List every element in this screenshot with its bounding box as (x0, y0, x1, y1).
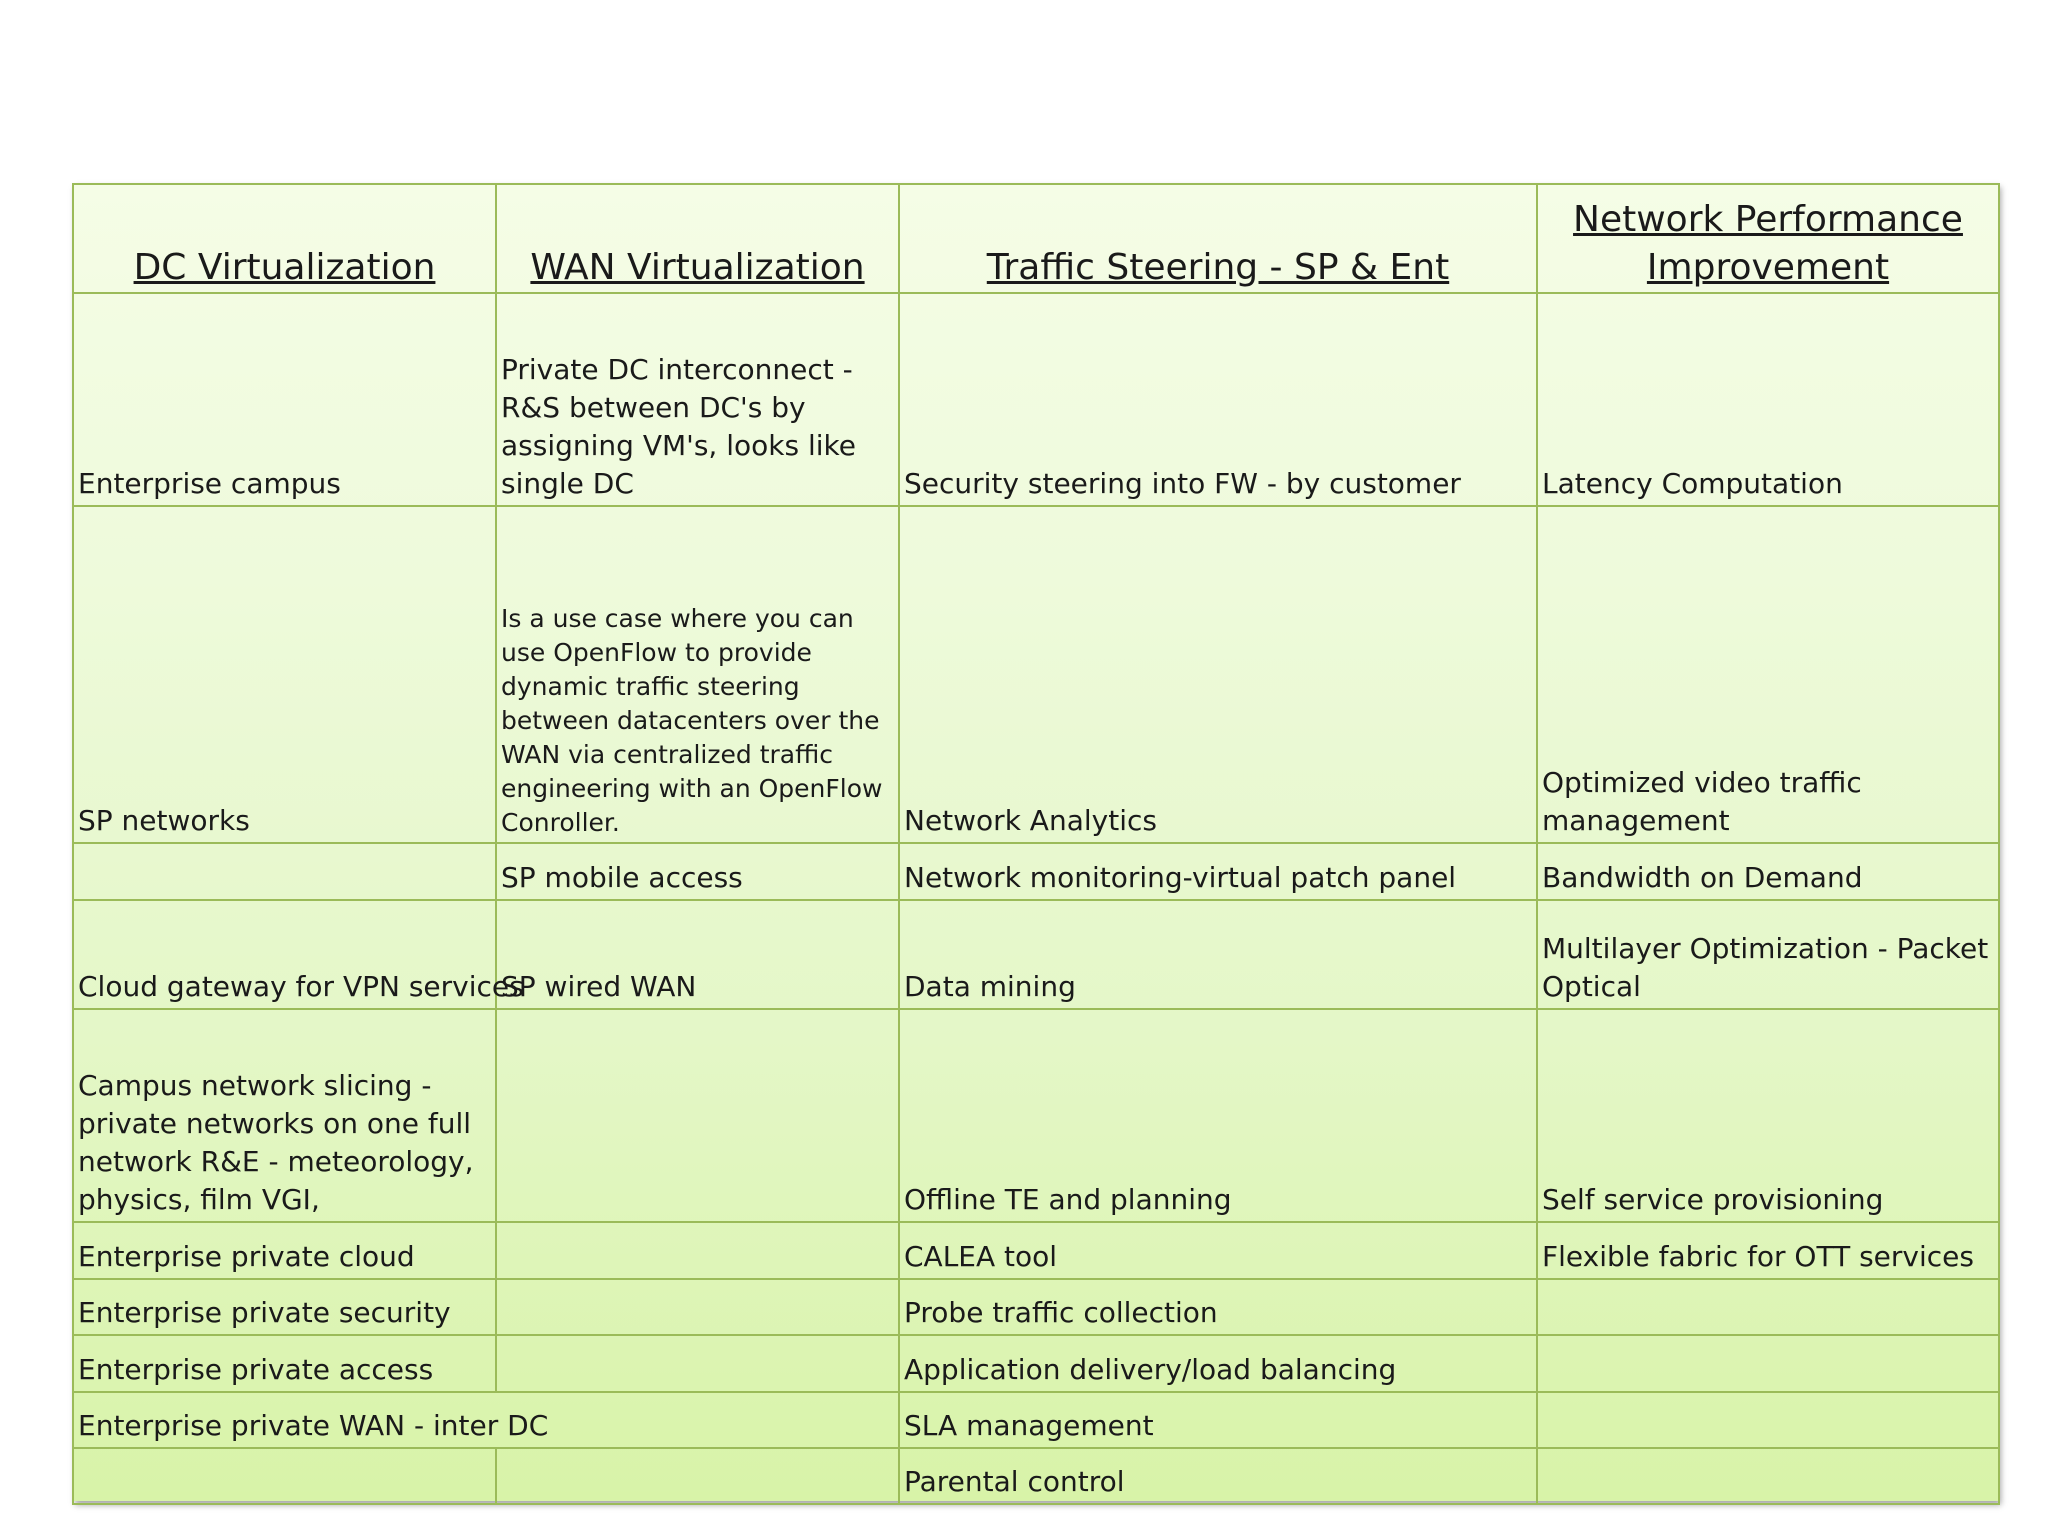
table-row (73, 843, 1999, 900)
table-row (73, 1392, 1999, 1448)
table-cell: Latency Computation (1537, 293, 1999, 506)
header-network-performance-line2: Improvement (1646, 247, 1890, 288)
table-cell: Optimized video traffic management (1537, 506, 1999, 843)
table-cell: Private DC interconnect - R&S between DC's by assigning VM's, looks like single DC (496, 293, 899, 506)
header-network-performance (1537, 184, 1999, 293)
table-cell: Flexible fabric for OTT services (1537, 1222, 1999, 1279)
use-case-table-container (72, 183, 1998, 1501)
table-cell (496, 1009, 899, 1222)
use-case-table (72, 183, 2000, 1505)
table-cell: SP networks (73, 506, 496, 843)
table-cell (496, 1222, 899, 1279)
table-cell: Network Analytics (899, 506, 1537, 843)
table-cell: Self service provisioning (1537, 1009, 1999, 1222)
table-cell: Probe traffic collection (899, 1279, 1537, 1335)
table-cell: Multilayer Optimization - Packet Optical (1537, 900, 1999, 1009)
table-cell: Enterprise private WAN - inter DC (73, 1392, 899, 1448)
header-dc-virtualization: DC Virtualization (73, 184, 496, 293)
header-row (73, 184, 1999, 293)
table-cell (496, 1335, 899, 1392)
table-cell: SP mobile access (496, 843, 899, 900)
table-cell (1537, 1392, 1999, 1448)
table-cell: Application delivery/load balancing (899, 1335, 1537, 1392)
table-row (73, 293, 1999, 506)
table-cell: Bandwidth on Demand (1537, 843, 1999, 900)
table-cell: Cloud gateway for VPN services (73, 900, 496, 1009)
header-network-performance-line1: Network Performance (1573, 199, 1963, 240)
header-traffic-steering: Traffic Steering - SP & Ent (899, 184, 1537, 293)
table-cell: Data mining (899, 900, 1537, 1009)
table-cell (496, 1279, 899, 1335)
table-cell (496, 1448, 899, 1504)
table-row (73, 1335, 1999, 1392)
table-cell: SP wired WAN (496, 900, 899, 1009)
table-cell: Offline TE and planning (899, 1009, 1537, 1222)
table-cell: Parental control (899, 1448, 1537, 1504)
table-cell (1537, 1279, 1999, 1335)
table-cell: Enterprise private security (73, 1279, 496, 1335)
table-cell: Security steering into FW - by customer (899, 293, 1537, 506)
table-cell: Campus network slicing - private networks on one full network R&E - meteorology, physics, film VGI, (73, 1009, 496, 1222)
table-row (73, 506, 1999, 843)
table-cell (1537, 1335, 1999, 1392)
table-cell: Is a use case where you can use OpenFlow to provide dynamic traffic steering between datacenters over the WAN via centralized traffic engineering with an OpenFlow Conroller. (496, 506, 899, 843)
table-row (73, 1222, 1999, 1279)
table-cell: Enterprise campus (73, 293, 496, 506)
table-row (73, 1448, 1999, 1504)
table-cell (1537, 1448, 1999, 1504)
table-row (73, 900, 1999, 1009)
table-cell: CALEA tool (899, 1222, 1537, 1279)
table-row (73, 1279, 1999, 1335)
table-cell: SLA management (899, 1392, 1537, 1448)
header-wan-virtualization: WAN Virtualization (496, 184, 899, 293)
table-cell: Network monitoring-virtual patch panel (899, 843, 1537, 900)
table-row (73, 1009, 1999, 1222)
table-cell (73, 1448, 496, 1504)
table-cell: Enterprise private cloud (73, 1222, 496, 1279)
table-cell: Enterprise private access (73, 1335, 496, 1392)
table-cell (73, 843, 496, 900)
